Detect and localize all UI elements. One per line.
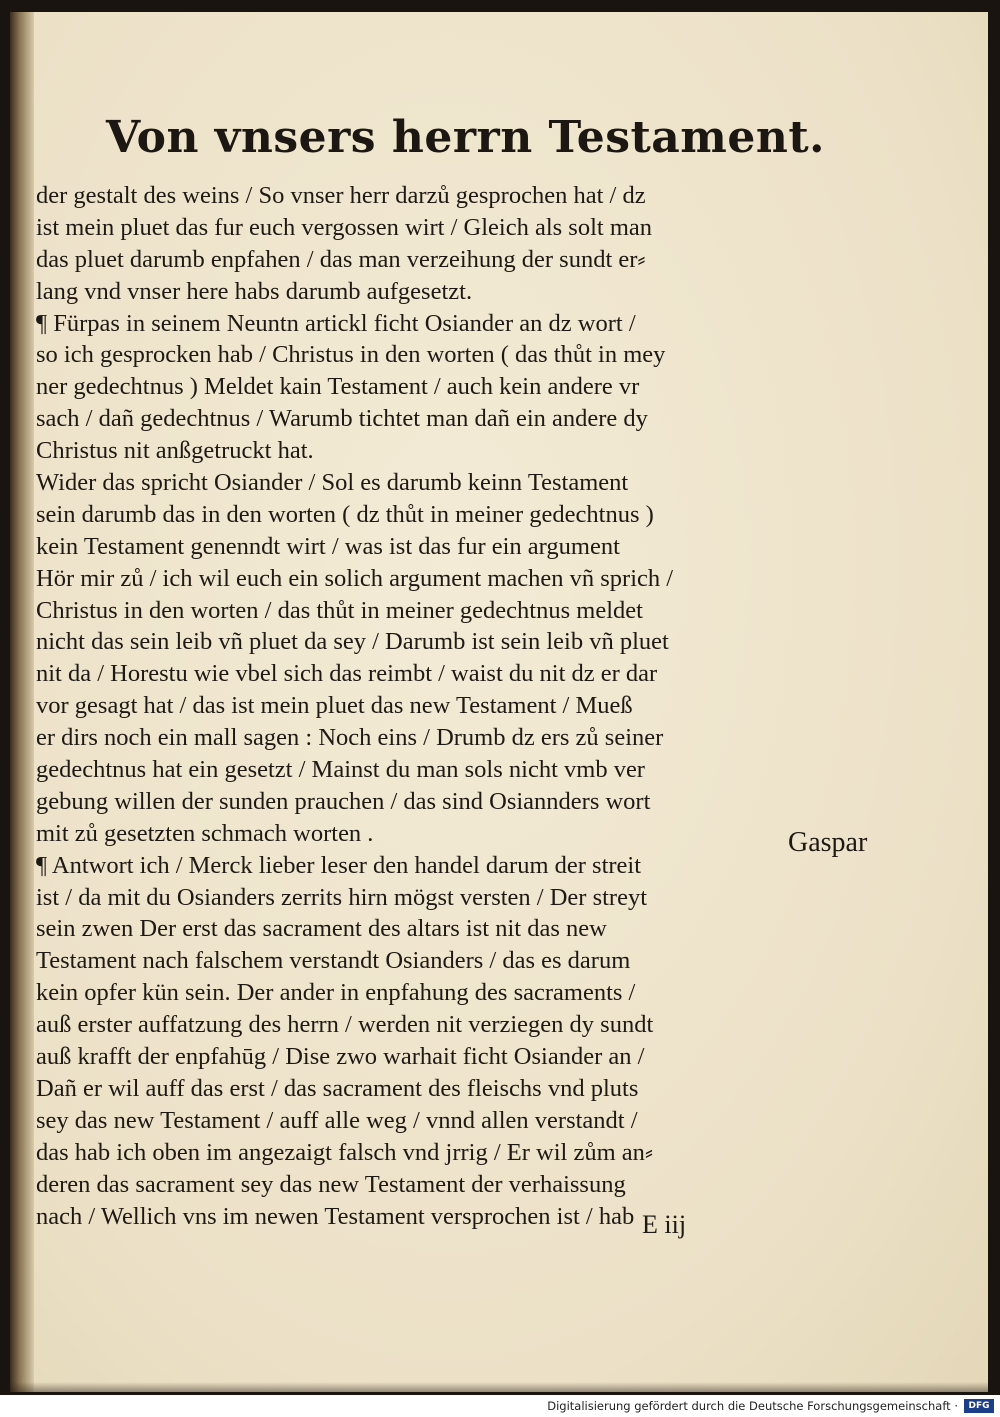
text-line: ist mein pluet das fur euch vergossen wirt / Gleich als solt man <box>36 213 653 241</box>
text-line: auß krafft der enpfahūg / Dise zwo warhait ficht Osiander an / <box>36 1043 645 1071</box>
text-line: Wider das spricht Osiander / Sol es darumb keinn Testament <box>36 469 629 497</box>
text-line: sein darumb das in den worten ( dz thůt in meiner gedechtnus ) <box>36 500 654 528</box>
text-line: ¶ Antwort ich / Merck lieber leser den handel darum der streit <box>36 851 642 879</box>
page-gutter <box>10 12 34 1392</box>
text-line: Testament nach falschem verstandt Osianders / das es darum <box>36 947 631 975</box>
text-line: kein opfer kün sein. Der ander in enpfahung des sacraments / <box>36 979 636 1007</box>
text-line: nit da / Horestu wie vbel sich das reimbt / waist du nit dz er dar <box>36 660 658 688</box>
text-line: lang vnd vnser here habs darumb aufgesetzt. <box>36 277 473 305</box>
text-line: der gestalt des weins / So vnser herr darzů gesprochen hat / dz <box>36 182 646 209</box>
text-line: Dañ er wil auff das erst / das sacrament des fleischs vnd pluts <box>36 1074 639 1102</box>
text-line: Hör mir zů / ich wil euch ein solich argument machen vñ sprich / <box>36 564 674 592</box>
page-bottom-shadow <box>10 1382 988 1392</box>
text-line: ist / da mit du Osianders zerrits hirn mögst versten / Der streyt <box>36 883 648 911</box>
text-line: das pluet darumb enpfahen / das man verzeihung der sundt er⸗ <box>36 245 646 273</box>
footer-bar <box>0 1395 1000 1417</box>
text-line: sey das new Testament / auff alle weg / vnnd allen verstandt / <box>36 1106 638 1134</box>
text-line: so ich gesprocken hab / Christus in den worten ( das thůt in mey <box>36 341 666 369</box>
text-line: das hab ich oben im angezaigt falsch vnd jrrig / Er wil zům an⸗ <box>36 1138 654 1166</box>
text-line: ner gedechtnus ) Meldet kain Testament / auch kein andere vr <box>36 373 640 401</box>
margin-note: Gaspar <box>788 827 868 858</box>
text-line: kein Testament genenndt wirt / was ist das fur ein argument <box>36 532 620 560</box>
text-line: auß erster auffatzung des herrn / werden nit verziegen dy sundt <box>36 1011 654 1039</box>
text-line: sach / dañ gedechtnus / Warumb tichtet man dañ ein andere dy <box>36 405 648 433</box>
signature-mark: E iij <box>642 1210 687 1239</box>
text-block <box>36 180 796 1232</box>
text-line: nach / Wellich vns im newen Testament versprochen ist / hab <box>36 1202 635 1230</box>
text-line: sein zwen Der erst das sacrament des altars ist nit das new <box>36 915 607 943</box>
text-line: Christus nit anßgetruckt hat. <box>36 437 314 465</box>
text-line: nicht das sein leib vñ pluet da sey / Darumb ist sein leib vñ pluet <box>36 628 669 656</box>
dfg-logo: DFG <box>964 1399 994 1413</box>
text-line: er dirs noch ein mall sagen : Noch eins / Drumb dz ers zů seiner <box>36 724 664 752</box>
text-line: mit zů gesetzten schmach worten . <box>36 819 374 847</box>
text-line: gedechtnus hat ein gesetzt / Mainst du man sols nicht vmb ver <box>36 756 645 784</box>
book-page <box>10 12 988 1392</box>
text-line: deren das sacrament sey das new Testament der verhaissung <box>36 1170 626 1198</box>
text-line: gebung willen der sunden prauchen / das sind Osiannders wort <box>36 787 651 815</box>
text-line: vor gesagt hat / das ist mein pluet das new Testament / Mueß <box>36 692 633 720</box>
text-line: ¶ Fürpas in seinem Neuntn artickl ficht Osiander an dz wort / <box>36 309 636 337</box>
text-line: Christus in den worten / das thůt in meiner gedechtnus meldet <box>36 596 643 624</box>
running-head: Von vnsers herrn Testament. <box>106 112 825 163</box>
funding-credit: Digitalisierung gefördert durch die Deutsche Forschungsgemeinschaft · <box>547 1399 958 1413</box>
